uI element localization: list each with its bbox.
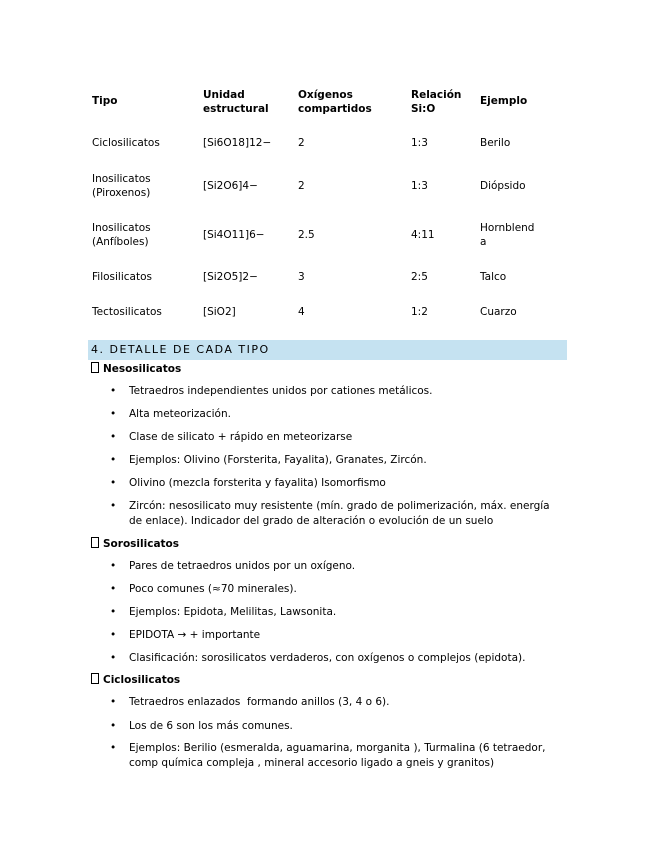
list-item: • Los de 6 son los más comunes.	[110, 720, 293, 732]
table-cell: Hornblenda	[480, 222, 535, 248]
bullet-icon: •	[110, 560, 117, 572]
table-cell: 2.5	[298, 229, 315, 241]
table-cell: 4:11	[411, 229, 435, 241]
table-cell: Ciclosilicatos	[92, 137, 160, 149]
bullet-icon: •	[110, 652, 117, 664]
table-cell: [Si6O18]12−	[203, 137, 272, 149]
table-cell: [SiO2]	[203, 306, 236, 318]
table-cell: 2	[298, 137, 305, 149]
table-cell: Cuarzo	[480, 306, 517, 318]
header-cell: Tipo	[92, 95, 118, 107]
table-cell: Berilo	[480, 137, 511, 149]
table-cell: Tectosilicatos	[92, 306, 162, 318]
bullet-icon: •	[110, 408, 117, 420]
table-cell: Filosilicatos	[92, 271, 152, 283]
table-cell: [Si2O5]2−	[203, 271, 258, 283]
group-title: Ciclosilicatos	[103, 674, 181, 686]
list-item: • Clasificación: sorosilicatos verdaderos, con oxígenos o complejos (epidota).	[110, 652, 526, 664]
list-item: • Ejemplos: Olivino (Forsterita, Fayalita), Granates, Zircón.	[110, 454, 427, 466]
group-title: Nesosilicatos	[103, 363, 182, 375]
table-cell: [Si2O6]4−	[203, 180, 258, 192]
bullet-icon: •	[110, 606, 117, 618]
list-item: • Zircón: nesosilicato muy resistente (mín. grado de polimerización, máx. energía de enlace). Indicador del grado de alteración o evolución de un suelo	[110, 500, 550, 527]
bullet-icon: •	[110, 477, 117, 489]
list-item: • Ejemplos: Berilio (esmeralda, aguamarina, morganita ), Turmalina (6 tetraedor, comp química compleja , mineral accesorio ligado a gneis y granitos)	[110, 742, 546, 769]
list-item: • Clase de silicato + rápido en meteorizarse	[110, 431, 353, 443]
checkbox-glyph-icon	[91, 537, 99, 548]
checkbox-glyph-icon	[91, 362, 99, 373]
table-cell: 1:3	[411, 137, 428, 149]
bullet-icon: •	[110, 629, 117, 641]
list-item: • Olivino (mezcla forsterita y fayalita) Isomorfismo	[110, 477, 386, 489]
table-cell: 4	[298, 306, 305, 318]
table-cell: 1:3	[411, 180, 428, 192]
list-item: • Tetraedros enlazados formando anillos (3, 4 o 6).	[110, 696, 390, 708]
table-cell: 3	[298, 271, 305, 283]
group-heading-nesosilicatos	[91, 362, 181, 376]
list-item: • Ejemplos: Epidota, Melilitas, Lawsonita.	[110, 606, 337, 618]
group-heading-ciclosilicatos	[91, 673, 180, 687]
table-cell: 1:2	[411, 306, 428, 318]
header-cell: Oxígenos compartidos	[298, 89, 372, 115]
bullet-icon: •	[110, 583, 117, 595]
table-cell: 2	[298, 180, 305, 192]
table-cell: [Si4O11]6−	[203, 229, 265, 241]
checkbox-glyph-icon	[91, 673, 99, 684]
header-cell: Relación Si:O	[411, 89, 462, 115]
group-title: Sorosilicatos	[103, 538, 180, 550]
bullet-icon: •	[110, 431, 117, 443]
group-heading-sorosilicatos	[91, 537, 179, 551]
list-item: • EPIDOTA → + importante	[110, 629, 261, 641]
bullet-icon: •	[110, 385, 117, 397]
table-cell: Inosilicatos (Piroxenos)	[92, 173, 151, 199]
list-item: • Pares de tetraedros unidos por un oxígeno.	[110, 560, 356, 572]
table-cell: Talco	[480, 271, 507, 283]
table-cell: Diópsido	[480, 180, 526, 192]
list-item: • Alta meteorización.	[110, 408, 231, 420]
table-cell: 2:5	[411, 271, 428, 283]
bullet-icon: •	[110, 454, 117, 466]
section-heading: 4. DETALLE DE CADA TIPO	[88, 340, 567, 360]
list-item: • Poco comunes (≈70 minerales).	[110, 583, 297, 595]
bullet-icon: •	[110, 696, 117, 708]
list-item: • Tetraedros independientes unidos por cationes metálicos.	[110, 385, 433, 397]
header-cell: Ejemplo	[480, 95, 528, 107]
bullet-icon: •	[110, 720, 117, 732]
bullet-icon: •	[110, 500, 117, 512]
bullet-icon: •	[110, 742, 117, 754]
table-cell: Inosilicatos (Anfíboles)	[92, 222, 151, 248]
header-cell: Unidad estructural	[203, 89, 269, 115]
